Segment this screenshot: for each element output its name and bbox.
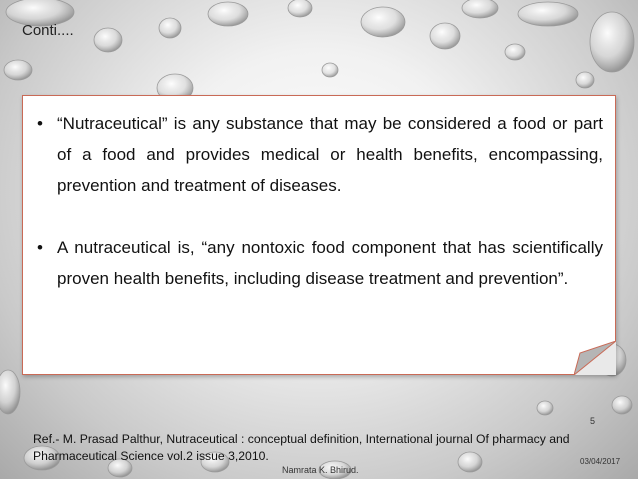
content-card bbox=[22, 95, 616, 375]
footer-author: Namrata K. Bhirud. bbox=[282, 465, 359, 475]
bullet-text: A nutraceutical is, “any nontoxic food component that has scientifically proven health benefits, including disease treatment and prevention”. bbox=[57, 238, 603, 288]
bullet-marker: • bbox=[37, 114, 43, 133]
bullet-text: “Nutraceutical” is any substance that may be considered a food or part of a food and provides medical or health benefits, encompassing, prevention and treatment of diseases. bbox=[57, 114, 603, 195]
slide-date: 03/04/2017 bbox=[580, 457, 621, 466]
page-curl-icon bbox=[574, 341, 616, 375]
bullet-list bbox=[23, 96, 615, 294]
reference-text: Ref.- M. Prasad Palthur, Nutraceutical : conceptual definition, International journal Of pharmacy and Pharmaceutical Science vol.2 issue 3,2010. bbox=[33, 432, 570, 463]
bullet-marker: • bbox=[37, 238, 43, 257]
slide-number: 5 bbox=[590, 416, 596, 426]
bullet-item bbox=[37, 108, 603, 201]
bullet-item bbox=[37, 232, 603, 294]
slide-title: Conti.... bbox=[22, 22, 74, 39]
